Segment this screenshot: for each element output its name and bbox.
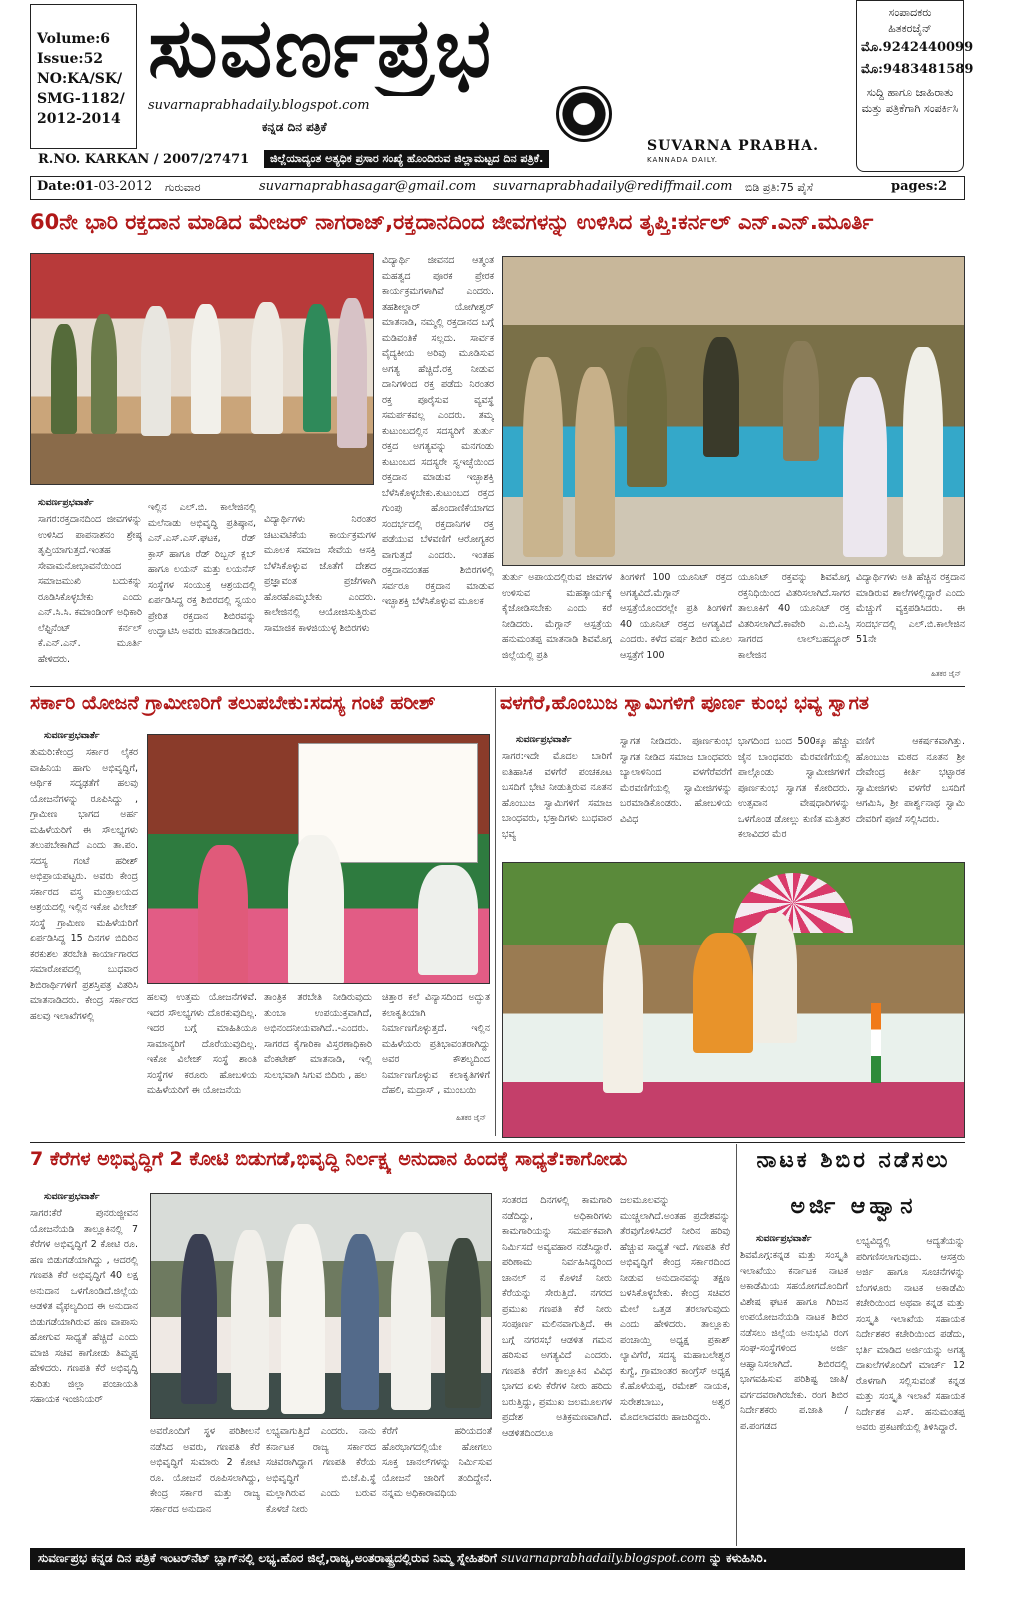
newspaper-subtitle: ಕನ್ನಡ ದಿನ ಪತ್ರಿಕೆ — [262, 120, 327, 134]
welcome-article-col2: ಸ್ವಾಗತ ನೀಡಿದರು. ಪೂರ್ಣಕುಂಭ ಸ್ವಾಗತ ನೀಡಿದ ಸಮಾಜ ಬಾಂಧವರು ಬ್ಯಾಲಾಳಿನಿಂದ ವಳಗೆರೆವರೆಗೆ ಮೆರವಣಿಗೆಯಲ್ಲಿ ಸ್ವಾಮೀಜಿಗಳನ್ನು ಬರಮಾಡಿಕೊಂಡರು. ಹೋಬಳಿಯ ವಿವಿಧ — [620, 736, 732, 825]
blood-article-col2: ಇಲ್ಲಿನ ಎಲ್.ಬಿ. ಕಾಲೇಜಿನಲ್ಲಿ ಮಲೆನಾಡು ಅಭಿವೃದ್ಧಿ ಪ್ರತಿಷ್ಠಾನ, ಎನ್.ಎಸ್.ಎಸ್.ಘಟಕ, ರೆಡ್ ಕ್ರಾಸ್ ಹಾಗೂ ರೆಡ್ ರಿಬ್ಬನ್ ಕ್ಲಬ್ ಹಾಗೂ ಲಯನ್ ಮತ್ತು ಲಯನೆಸ್ ಸಂಸ್ಥೆಗಳ ಸಂಯುಕ್ತ ಆಶ್ರಯದಲ್ಲಿ ಏರ್ಪಡಿಸಿದ್ದ ರಕ್ತ ಶಿಬಿರದಲ್ಲಿ ಸ್ವಯಂ ಪ್ರೇರಿತ ರಕ್ತದಾನ ಶಿಬಿರವನ್ನು ಉದ್ಘಾಟಿಸಿ ಅವರು ಮಾತನಾಡಿದರು. — [148, 502, 256, 637]
editor-name: ಹಿತಕರಜೈನ್ — [888, 22, 932, 35]
rni-number: R.NO. KARKAN / 2007/27471 — [38, 152, 250, 167]
headline-drama-camp-line1: ನಾಟಕ ಶಿಬಿರ ನಡೆಸಲು — [756, 1148, 951, 1173]
issue-date-rest: -03-2012 — [93, 179, 153, 194]
headline-drama-camp-line2: ಅರ್ಜಿ ಆಹ್ವಾನ — [790, 1194, 917, 1219]
footer-tail: ನ್ನು ಕಳುಹಿಸಿರಿ. — [709, 1551, 768, 1565]
phone-1[interactable]: ಮೊ.9242440099 — [861, 40, 974, 55]
scheme-photo-credit: ಹಿತಕರ ಜೈನ್ — [456, 1114, 486, 1122]
footer-blog-url[interactable]: suvarnaprabhadaily.blogspot.com — [501, 1551, 706, 1565]
circulation-tagline: ಜಿಲ್ಲೆಯಾದ್ಯಂತ ಅತ್ಯಧಿಕ ಪ್ರಸಾರ ಸಂಖ್ಯೆ ಹೊಂದಿರುವ ಜಿಲ್ಲಾಮಟ್ಟದ ದಿನ ಪತ್ರಿಕೆ. — [264, 150, 549, 168]
blood-byline: ಸುವರ್ಣಪ್ರಭವಾರ್ತೆ — [38, 498, 94, 508]
section-divider — [30, 686, 965, 687]
drama-byline: ಸುವರ್ಣಪ್ರಭವಾರ್ತೆ — [756, 1234, 812, 1244]
registration-number-2: SMG-1182/ — [37, 91, 125, 107]
contact-box — [856, 0, 974, 172]
headline-blood-donation: 60ನೇ ಭಾರಿ ರಕ್ತದಾನ ಮಾಡಿದ ಮೇಜರ್ ನಾಗರಾಜ್,ರಕ್ತದಾನದಿಂದ ಜೀವಗಳನ್ನು ಉಳಿಸಿದ ತೃಪ್ತಿ:ಕರ್ನಲ್ ಎನ್.ಎನ್.ಮೂರ್ತಿ — [30, 210, 874, 234]
page-count: pages:2 — [891, 179, 948, 194]
blood-article-col1: ಸಾಗರ:ರಕ್ತದಾನದಿಂದ ಜೀವಗಳನ್ನು ಉಳಿಸಿದ ಪಾಪನಾಶನಂ ಶ್ರೇಷ್ಠ ತೃಪ್ತಿಯಾಗುತ್ತದೆ.ಇಂತಹ ಸೇವಾಮನೋಭಾವನೆಯಿಂದ ಸಮಾಜಮುಖಿ ಬದುಕನ್ನು ರೂಡಿಸಿಕೊಳ್ಳಬೇಕು ಎಂದು ಎನ್.ಸಿ.ಸಿ. ಕಮಾಂಡಿಂಗ್ ಅಧಿಕಾರಿ ಲೆಫ್ಟಿನೆಂಟ್ ಕರ್ನಲ್ ಕೆ.ಎನ್.ಎನ್. ಮೂರ್ತಿ ಹೇಳಿದರು. — [38, 514, 142, 665]
welcome-byline: ಸುವರ್ಣಪ್ರಭವಾರ್ತೆ — [516, 735, 572, 745]
email-sagar[interactable]: suvarnaprabhasagar@gmail.com — [259, 179, 477, 194]
photo-blood-donation-camp — [502, 256, 965, 566]
scheme-article-col3: ತಾಂತ್ರಿಕ ತರಬೇತಿ ನೀಡಿರುವುದು ತುಂಬಾ ಉಪಯುಕ್ತವಾಗಿದೆ, ಅಭಿನಂದನೀಯವಾಗಿದೆ..-ಎಂದರು. ಸಾಗರದ ಕೈಗಾರಿಕಾ ವಿಸ್ತರಣಾಧಿಕಾರಿ ವೆಂಕಟೇಶ್ ಮಾತನಾಡಿ, ಇಲ್ಲಿ ಸುಲಭವಾಗಿ ಸಿಗುವ ಬಿದಿರು , ಹಲ — [264, 992, 372, 1081]
blood-article-col8: ವಿದ್ಯಾರ್ಥಿಗಳು ಅತಿ ಹೆಚ್ಚಿನ ರಕ್ತದಾನ ಮಾಡಿರುವ ಶಾಲೆಗಳಲ್ಲಿದ್ದಾರೆ ಎಂದು ಮೆಚ್ಚುಗೆ ವ್ಯಕ್ತಪಡಿಸಿದರು. ಈ ಸಂದರ್ಭದಲ್ಲಿ ಎಲ್.ಬಿ.ಕಾಲೇಜಿನ 51ನೇ — [856, 572, 965, 645]
welcome-article-col3: ಭಾಗದಿಂದ ಬಂದ 500ಕ್ಕೂ ಹೆಚ್ಚು ಜೈನ ಬಾಂಧವರು ಮೆರವಣಿಗೆಯಲ್ಲಿ ಪಾಲ್ಗೊಂಡು ಸ್ವಾಮೀಜಿಗಳಿಗೆ ಪೂರ್ಣಕುಂಭ ಸ್ವಾಗತ ಕೋರಿದರು. ಉತ್ಸವಾನ ವೇಷಧಾರಿಗಳನ್ನು ಒಳಗೊಂಡ ಡೋಲ್ಲು ಕುಣಿತ ಮತ್ತಿತರ ಕಲಾವಿದರ ಮೆರ — [738, 736, 850, 840]
issue-date — [37, 179, 152, 194]
brand-subtitle-english: KANNADA DAILY. — [647, 156, 718, 164]
column-divider-2 — [736, 1144, 737, 1546]
headline-lakes-development: 7 ಕೆರೆಗಳ ಅಭಿವೃದ್ಧಿಗೆ 2 ಕೋಟಿ ಬಿಡುಗಡೆ,ಭಿವೃದ್ಧಿ ನಿರ್ಲಕ್ಷ್ಯ ಅನುದಾನ ಹಿಂದಕ್ಕೆ ಸಾಧ್ಯತೆ:ಕಾಗೋಡು — [30, 1148, 628, 1170]
blog-url[interactable]: suvarnaprabhadaily.blogspot.com — [148, 98, 370, 113]
lamp-emblem-icon — [556, 86, 612, 142]
brand-name-english: SUVARNA PRABHA. — [647, 138, 819, 154]
registration-number: NO:KA/SK/ — [37, 71, 123, 87]
blood-article-col6: ತಿಂಗಳಿಗೆ 100 ಯೂನಿಟ್ ರಕ್ತದ ಅಗತ್ಯವಿದೆ.ಮೆಗ್ಗಾನ್ ಆಸ್ಪತ್ರೆಯೊಂದರಲ್ಲೇ ಪ್ರತಿ ತಿಂಗಳಿಗೆ 40 ಯೂನಿಟ್ ರಕ್ತದ ಅಗತ್ಯವಿದೆ ಎಂದರು. ಕಳೆದ ವರ್ಷ ಶಿಬಿರ ಮೂಲ ಆಸ್ಪತ್ರೆಗೆ 100 — [620, 572, 732, 661]
welcome-article-col4: ವಣಿಗೆ ಆಕರ್ಷಕವಾಗಿತ್ತು. ಹೊಂಬುಜ ಮಠದ ನೂತನ ಶ್ರೀ ದೇವೇಂದ್ರ ಕೀರ್ತಿ ಭಟ್ಟಾರಕ ಸ್ವಾಮೀಜಿಗಳು ವಳಗೆರೆ ಬಸದಿಗೆ ಆಗಮಿಸಿ, ಶ್ರೀ ಪಾರ್ಶ್ವನಾಥ ಸ್ವಾಮಿ ದೇವರಿಗೆ ಪೂಜೆ ಸಲ್ಲಿಸಿದರು. — [856, 736, 965, 825]
issue: Issue:52 — [37, 51, 104, 67]
issue-info-box — [30, 4, 137, 149]
blood-photo-credit: ಹಿತಕರ ಜೈನ್ — [931, 670, 961, 678]
footer-banner — [30, 1548, 965, 1570]
headline-swamiji-welcome: ವಳಗೆರೆ,ಹೊಂಬುಜ ಸ್ವಾಮಿಗಳಿಗೆ ಪೂರ್ಣ ಕುಂಭ ಭವ್ಯ ಸ್ವಾಗತ — [500, 692, 869, 714]
editor-label: ಸಂಪಾದಕರು — [888, 6, 932, 19]
lakes-article-col5: ಕೆರೆಗೆ ಹರಿಯದಂತೆ ಹೊರಭಾಗದಲ್ಲಿಯೇ ಹೋಗಲು ಸೂಕ್ತ ಚಾನಲ್‌ಗಳನ್ನು ನಿರ್ಮಿಸುವ ಯೋಜನೆ ಜಾರಿಗೆ ತಂದಿದ್ದೇನೆ. ನನ್ನಮ ಅಧಿಕಾರಾವಧಿಯ — [382, 1426, 492, 1499]
section-divider-2 — [30, 1142, 965, 1143]
contact-note: ಸುದ್ದಿ ಹಾಗೂ ಜಾಹಿರಾತು ಮತ್ತು ಪತ್ರಿಕೆಗಾಗಿ ಸಂಪರ್ಕಿಸಿ — [861, 86, 959, 115]
drama-article-col2: ಲಭ್ಯವಿದ್ದಲ್ಲಿ ಆದ್ಯತೆಯನ್ನು ಪರಿಗಣಿಸಲಾಗುವುದು. ಆಸಕ್ತರು ಅರ್ಜಿ ಹಾಗೂ ಸೂಚನೆಗಳನ್ನು ಬೆಂಗಳೂರು ನಾಟಕ ಅಕಾಡೆಮಿ ಕಚೇರಿಯಿಂದ ಅಥವಾ ಕನ್ನಡ ಮತ್ತು ಸಂಸ್ಕೃತಿ ಇಲಾಖೆಯ ಸಹಾಯಕ ನಿರ್ದೇಶಕರ ಕಚೇರಿಯಿಂದ ಪಡೆದು, ಭರ್ತಿ ಮಾಡಿದ ಅರ್ಜಿಯನ್ನು ಅಗತ್ಯ ದಾಖಲೆಗಳೊಂದಿಗೆ ಮಾರ್ಚ್ 12 ರೊಳಗಾಗಿ ಸಲ್ಲಿಸುವಂತೆ ಕನ್ನಡ ಮತ್ತು ಸಂಸ್ಕೃತಿ ಇಲಾಖೆ ಸಹಾಯಕ ನಿರ್ದೇಶಕ ಎಸ್. ಹನುಮಂತಪ್ಪ ಅವರು ಪ್ರಕಟಣೆಯಲ್ಲಿ ತಿಳಿಸಿದ್ದಾರೆ. — [856, 1236, 965, 1433]
email-rediff[interactable]: suvarnaprabhadaily@rediffmail.com — [493, 179, 733, 194]
photo-swamiji-procession — [502, 862, 965, 1138]
welcome-article-col1: ಸಾಗರ:ಇದೇ ಮೊದಲ ಬಾರಿಗೆ ಐತಿಹಾಸಿಕ ವಳಗೆರೆ ಪಂಚಕೂಟ ಬಸದಿಗೆ ಭೇಟಿ ನೀಡುತ್ತಿರುವ ನೂತನ ಹೊಂಬುಜ ಸ್ವಾಮಿಗಳಿಗೆ ಸಮಾಜ ಬಾಂಧವರು, ಭಕ್ತಾದಿಗಳು ಬುಧವಾರ ಭವ್ಯ — [502, 751, 612, 840]
volume: Volume:6 — [37, 31, 111, 47]
photo-lamp-lighting — [30, 253, 374, 485]
scheme-article-col4: ಚಿತ್ತಾರ ಕಲೆ ವಿನ್ಯಾಸದಿಂದ ಅದ್ಭುತ ಕಲಾಕೃತಿಯಾಗಿ ನಿರ್ಮಾಣಗೊಳ್ಳುತ್ತದೆ. ಇಲ್ಲಿನ ಮಹಿಳೆಯರು ಪ್ರತಿಭಾವಂತರಾಗಿದ್ದು ಅವರ ಕೌಶಲ್ಯದಿಂದ ನಿರ್ಮಾಣಗೊಳ್ಳುವ ಕಲಾಕೃತಿಗಳಿಗೆ ದೆಹಲಿ, ಮದ್ರಾಸ್ , ಮುಂಬಯಿ — [382, 992, 490, 1096]
weekday: ಗುರುವಾರ — [165, 181, 201, 194]
blood-article-col5: ತುರ್ತು ಅಪಾಯದಲ್ಲಿರುವ ಜೀವಗಳ ಉಳಿಸುವ ಮಹತ್ಕಾರ್ಯಕ್ಕೆ ಕೈಜೋಡಿಸಬೇಕು ಎಂದು ಕರೆ ನೀಡಿದರು. ಮೆಗ್ಗಾನ್ ಆಸ್ಪತ್ರೆಯ ಹನುಮಂತಪ್ಪ ಮಾತನಾಡಿ ಶಿವಮೊಗ್ಗ ಜಿಲ್ಲೆಯಲ್ಲಿ ಪ್ರತಿ — [502, 572, 612, 661]
lakes-article-col6: ಜಲಮೂಲವನ್ನು ಮುಚ್ಚಲಾಗಿದೆ.ಅಂತಹ ಪ್ರದೇಶವನ್ನು ತೆರವುಗೊಳಿಸಿದರೆ ನೀರಿನ ಹರಿವು ಹೆಚ್ಚುವ ಸಾಧ್ಯತೆ ಇದೆ. ಗಣಪತಿ ಕೆರೆ ಅಭಿವೃದ್ಧಿಗೆ ಕೇಂದ್ರ ಸರ್ಕಾರದಿಂದ ನೀಡುವ ಅನುದಾನವನ್ನು ತಕ್ಷಣ ಬಳಸಿಕೊಳ್ಳಬೇಕು. ಕೇಂದ್ರ ಸಚಿವರ ಮೇಲೆ ಒತ್ತಡ ತರಲಾಗುವುದು ಎಂದು ಹೇಳಿದರು. ತಾಲ್ಲೂಕು ಪಂಚಾಯ್ತಿ ಅಧ್ಯಕ್ಷ ಪ್ರಕಾಶ್ ಲ್ಯಾವಿಗೆರೆ, ಸದಸ್ಯ ಮಹಾಬಲೇಶ್ವರ ಕುಗ್ವೆ, ಗ್ರಾಮಾಂತರ ಕಾಂಗ್ರೆಸ್ ಅಧ್ಯಕ್ಷ ಕೆ.ಹೊಳೆಯಪ್ಪ, ರಮೇಶ್ ನಾಯಕ, ಸುರೇಶಬಾಬು, ಅಶ್ವರ ಮೊದಲಾದವರು ಹಾಜರಿದ್ದರು. — [620, 1195, 730, 1423]
newspaper-title: ಸುವರ್ಣಪ್ರಭ — [148, 0, 494, 96]
column-divider — [495, 688, 496, 1136]
lakes-article-col4: ಸಂತರದ ದಿನಗಳಲ್ಲಿ ಕಾಮಗಾರಿ ನಡೆದಿದ್ದು, ಅಧಿಕಾರಿಗಳು ಕಾಮಗಾರಿಯನ್ನು ಸಮರ್ಪಕವಾಗಿ ನಿರ್ಮಿಸದೆ ಅವ್ಯವಹಾರ ನಡೆಸಿದ್ದಾರೆ. ಪರಿಣಾಮ ನಿರ್ವಹಿಸಿದ್ದರಿಂದ ಚಾನಲ್ ನ ಕೊಳಚೆ ನೀರು ಕೆರೆಯನ್ನು ಸೇರುತ್ತಿದೆ. ನಗರದ ಪ್ರಮುಖ ಗಣಪತಿ ಕೆರೆ ನೀರು ಸಂಪೂರ್ಣ ಮಲಿನವಾಗುತ್ತಿದೆ. ಈ ಬಗ್ಗೆ ನಗರಸಭೆ ಆಡಳಿತ ಗಮನ ಹರಿಸುವ ಅಗತ್ಯವಿದೆ ಎಂದರು. ಗಣಪತಿ ಕೆರೆಗೆ ತಾಲ್ಲೂಕಿನ ವಿವಿಧ ಭಾಗದ ಏಳು ಕೆರೆಗಳ ನೀರು ಹರಿದು ಬರುತ್ತಿದ್ದು, ಪ್ರಮುಖ ಜಲಮೂಲಗಳ ಪ್ರದೇಶ ಅತಿಕ್ರಮಣವಾಗಿದೆ. ಆಡಳಿತದಿಂದಲೂ — [502, 1195, 612, 1439]
photo-certificate-distribution — [147, 734, 490, 984]
lakes-article-col1: ಸಾಗರ:ಕೆರೆ ಪುನರುಜ್ಜೀವನ ಯೋಜನೆಯಡಿ ತಾಲ್ಲೂಕಿನಲ್ಲಿ 7 ಕೆರೆಗಳ ಅಭಿವೃದ್ಧಿಗೆ 2 ಕೋಟಿ ರೂ. ಹಣ ಬಿಡುಗಡೆಯಾಗಿದ್ದು , ಆದರಲ್ಲಿ ಗಣಪತಿ ಕೆರೆ ಅಭಿವೃದ್ಧಿಗೆ 40 ಲಕ್ಷ ಅನುದಾನ ಒಳಗೊಂಡಿದೆ.ಜಿಲ್ಲೆಯ ಆಡಳಿತ ವೈಫಲ್ಯದಿಂದ ಈ ಅನುದಾನ ಬಿಡುಗಡೆಯಾಗಿರುವ ಹಣ ವಾಪಾಸು ಹೋಗುವ ಸಾಧ್ಯತೆ ಹೆಚ್ಚಿದೆ ಎಂದು ಮಾಜಿ ಸಚಿವ ಕಾಗೋಡು ತಿಮ್ಮಪ್ಪ ಹೇಳಿದರು. ಗಣಪತಿ ಕೆರೆ ಅಭಿವೃದ್ಧಿ ಕುರಿತು ಜಿಲ್ಲಾ ಪಂಚಾಯತಿ ಸಹಾಯಕ ಇಂಜಿನಿಯರ್ — [30, 1208, 138, 1405]
phone-2[interactable]: ಮೊ:9483481589 — [861, 62, 974, 77]
registration-years: 2012-2014 — [37, 111, 121, 127]
lakes-article-col3: ಲಭ್ಯವಾಗುತ್ತಿದೆ ಎಂದರು. ನಾನು ಕರ್ನಾಟಕ ರಾಜ್ಯ ಸರ್ಕಾರದ ಸಚಿವರಾಗಿದ್ದಾಗ ಗಣಪತಿ ಕೆರೆಯ ಅಭಿವೃದ್ಧಿಗೆ ಬಿ.ಜೆ.ಪಿ.ಸ್ಥೆ ಮಲ್ಲಾಗಿರುವ ಎಂದು ಬರುವ ಕೊಳಚೆ ನೀರು — [266, 1426, 376, 1515]
scheme-article-col2: ಹಲವು ಉತ್ತಮ ಯೋಜನೆಗಳಿವೆ. ಇದರ ಸೌಲಭ್ಯಗಳು ದೊರಕುವುದಿಲ್ಲ. ಇದರ ಬಗ್ಗೆ ಮಾಹಿತಿಯೂ ಸಾಮಾನ್ಯರಿಗೆ ದೊರೆಯುವುದಿಲ್ಲ. ಇಕೋ ವಿಲೇಜ್ ಸಂಸ್ಥೆ ಶಾಂತಿ ಸಂಸ್ಥೆಗಳ ಕರೂರು ಹೋಬಳಿಯ ಮಹಿಳೆಯರಿಗೆ ಈ ಯೋಜನೆಯ — [147, 992, 257, 1096]
headline-govt-scheme: ಸರ್ಕಾರಿ ಯೋಜನೆ ಗ್ರಾಮೀಣರಿಗೆ ತಲುಪಬೇಕು:ಸದಸ್ಯ ಗಂಟೆ ಹರೀಶ್ — [30, 692, 436, 714]
footer-text: ಸುವರ್ಣಪ್ರಭ ಕನ್ನಡ ದಿನ ಪತ್ರಿಕೆ ಇಂಟರ್‌ನೆಟ್ ಬ್ಲಾಗ್‌ನಲ್ಲಿ ಲಭ್ಯ.ಹೊರ ಜಿಲ್ಲೆ,ರಾಜ್ಯ,ಅಂತರಾಷ್ಟ್ರದಲ್ಲಿರುವ ನಿಮ್ಮ ಸ್ನೇಹಿತರಿಗೆ — [38, 1551, 497, 1565]
date-info-bar — [30, 176, 965, 200]
blood-article-col3: ವಿದ್ಯಾರ್ಥಿಗಳು ನಿರಂತರ ಚಟುವಟಿಕೆಯ ಕಾರ್ಯಕ್ರಮಗಳ ಮೂಲಕ ಸಮಾಜ ಸೇವೆಯ ಆಸಕ್ತಿ ಬೆಳೆಸಿಕೊಳ್ಳುವ ಜೊತೆಗೆ ದೇಶದ ಪ್ರಜ್ಞಾವಂತ ಪ್ರಜೆಗಳಾಗಿ ಹೊರಹೊಮ್ಮಬೇಕು ಎಂದರು. ಕಾಲೇಜಿನಲ್ಲಿ ಆಯೋಜಿಸುತ್ತಿರುವ ಸಾಮಾಜಿಕ ಕಾಳಜಿಯುಳ್ಳ ಶಿಬಿರಗಳು — [264, 514, 376, 634]
blood-article-col4: ವಿದ್ಯಾರ್ಥಿ ಜೀವನದ ಆತ್ಮಂತ ಮಹತ್ವದ ಪೂರಕ ಪ್ರೇರಕ ಕಾರ್ಯಕ್ರಮಗಳಾಗಿವೆ ಎಂದರು. ತಹಶೀಲ್ದಾರ್ ಯೋಗೀಶ್ವರ್ ಮಾತನಾಡಿ, ನಮ್ಮಲ್ಲಿ ರಕ್ತದಾನದ ಬಗ್ಗೆ ಮಡಿವಂತಿಕೆ ಸಲ್ಲದು. ಸಾರ್ವಕ ವೈದ್ಯಕೀಯ ಅರಿವು ಮೂಡಿಸುವ ಅಗತ್ಯ ಹೆಚ್ಚಿದೆ.ರಕ್ತ ನೀಡುವ ದಾನಿಗಳಿಂದ ರಕ್ತ ಪಡೆದು ನಿರಂತರ ರಕ್ತ ಪೂರೈಸುವ ವ್ಯವಸ್ಥೆ ಸಮರ್ಪಕವಲ್ಲ ಎಂದರು. ತಮ್ಮ ಕುಟುಂಬದಲ್ಲಿನ ಸದಸ್ಯರಿಗೆ ತುರ್ತು ರಕ್ತದ ಅಗತ್ಯವನ್ನು ಮನಗಂಡು ಕುಟುಂಬದ ಸದಸ್ಯರೇ ಸ್ವಇಚ್ಛೆಯಿಂದ ರಕ್ತದಾನ ಮಾಡುವ ಇಚ್ಛಾಶಕ್ತಿ ಬೆಳೆಸಿಕೊಳ್ಳಬೇಕು.ಕುಟುಂಬದ ರಕ್ತದ ಗುಂಪು ಹೊಂದಾಣಿಕೆಯಾಗದ ಸಂದರ್ಭದಲ್ಲಿ ರಕ್ತದಾನಿಗಳ ರಕ್ತ ಪಡೆಯುವ ಬೆಳವಣಿಗೆ ಆರೋಗ್ಯಕರ ವಾಗುತ್ತದೆ ಎಂದರು. ಇಂತಹ ರಕ್ತದಾನದಂತಹ ಶಿಬಿರಗಳಲ್ಲಿ ಸರ್ವರೂ ರಕ್ತದಾನ ಮಾಡುವ ಇಚ್ಛಾಶಕ್ತಿ ಬೆಳೆಸಿಕೊಳ್ಳುವ ಮೂಲಕ — [382, 255, 494, 607]
lakes-byline: ಸುವರ್ಣಪ್ರಭವಾರ್ತೆ — [44, 1192, 100, 1202]
scheme-byline: ಸುವರ್ಣಪ್ರಭವಾರ್ತೆ — [44, 731, 100, 741]
scheme-article-col1: ತುಮರಿ:ಕೇಂದ್ರ ಸರ್ಕಾರ ಲೈಕರ ವಾಹಿನಿಯ ಹಾಗು ಅಭಿವೃದ್ಧಿಗೆ, ಆರ್ಥಿಕ ಸದೃಢತೆಗೆ ಹಲವು ಯೋಜನೆಗಳನ್ನು ರೂಪಿಸಿದ್ದು , ಗ್ರಾಮೀಣ ಭಾಗದ ಅರ್ಹ ಮಹಿಳೆಯರಿಗೆ ಈ ಸೌಲಭ್ಯಗಳು ತಲುಪಬೇಕಾಗಿದೆ ಎಂದು ತಾ.ಪಂ. ಸದಸ್ಯ ಗಂಟೆ ಹರೀಶ್ ಅಭಿಪ್ರಾಯಪಟ್ಟರು. ಅವರು ಕೇಂದ್ರ ಸರ್ಕಾರದ ವಸ್ತ್ರ ಮಂತ್ರಾಲಯದ ಆಶ್ರಯದಲ್ಲಿ ಇಲ್ಲಿನ ಇಕೋ ವಿಲೇಜ್ ಸಂಸ್ಥೆ ಗ್ರಾಮೀಣ ಮಹಿಳೆಯರಿಗೆ ಏರ್ಪಡಿಸಿದ್ದ 15 ದಿನಗಳ ಬಿದಿರಿನ ಕರಕುಶಲ ತರಬೇತಿ ಕಾರ್ಯಾಗಾರದ ಸಮಾರೋಪದಲ್ಲಿ ಬುಧವಾರ ಶಿಬಿರಾರ್ಥಿಗಳಿಗೆ ಪ್ರಶಸ್ತಿಪತ್ರ ವಿತರಿಸಿ ಮಾತನಾಡಿದರು. ಕೇಂದ್ರ ಸರ್ಕಾರದ ಹಲವು ಇಲಾಖೆಗಳಲ್ಲಿ — [30, 747, 138, 1022]
drama-article-col1: ಶಿವಮೊಗ್ಗ:ಕನ್ನಡ ಮತ್ತು ಸಂಸ್ಕೃತಿ ಇಲಾಖೆಯು ಕರ್ನಾಟಕ ನಾಟಕ ಅಕಾಡೆಮಿಯ ಸಹಯೋಗದೊಂದಿಗೆ ವಿಶೇಷ ಘಟಕ ಹಾಗೂ ಗಿರಿಜನ ಉಪಯೋಜನೆಯಡಿ ನಾಟಕ ಶಿಬಿರ ನಡೆಸಲು ಜಿಲ್ಲೆಯ ಅನುಭವಿ ರಂಗ ಸಂಘ-ಸಂಸ್ಥೆಗಳಿಂದ ಅರ್ಜಿ ಆಹ್ವಾನಿಸಲಾಗಿದೆ. ಶಿಬಿರದಲ್ಲಿ ಭಾಗವಹಿಸುವ ಪರಿಶಿಷ್ಟ ಜಾತಿ/ವರ್ಗದವರಾಗಿರಬೇಕು. ರಂಗ ಶಿಬಿರ ನಿರ್ದೇಶಕರು ಪ.ಜಾತಿ / ಪ.ಪಂಗಡದ — [740, 1250, 848, 1432]
issue-date-day: Date:01 — [37, 179, 94, 194]
price: ಬಿಡಿ ಪ್ರತಿ:75 ಪೈಸೆ — [745, 181, 814, 194]
photo-lake-inspection — [150, 1193, 492, 1419]
lakes-article-col2: ಅವರೊಂದಿಗೆ ಸ್ಥಳ ಪರಿಶೀಲನೆ ನಡೆಸಿದ ಅವರು, ಗಣಪತಿ ಕೆರೆ ಅಭಿವೃದ್ಧಿಗೆ ಸುಮಾರು 2 ಕೋಟಿ ರೂ. ಯೋಜನೆ ರೂಪಿಸಲಾಗಿದ್ದು, ಕೇಂದ್ರ ಸರ್ಕಾರ ಮತ್ತು ರಾಜ್ಯ ಸರ್ಕಾರದ ಅನುದಾನ — [150, 1426, 260, 1515]
blood-article-col7: ಯೂನಿಟ್ ರಕ್ತವನ್ನು ಶಿವಮೊಗ್ಗ ರಕ್ತನಿಧಿಯಿಂದ ವಿತರಿಸಲಾಗಿದೆ.ಸಾಗರ ತಾಲೂಕಿಗೆ 40 ಯೂನಿಟ್ ರಕ್ತ ವಿತರಿಸಲಾಗಿದೆ.ಕಾವೇರಿ ಎ.ಬಿ.ಎಸ್ಸಿ ಸಾಗರದ ಲಾಲ್‌ಬಹದ್ದೂರ್ ಕಾಲೇಜಿನ — [738, 572, 850, 661]
